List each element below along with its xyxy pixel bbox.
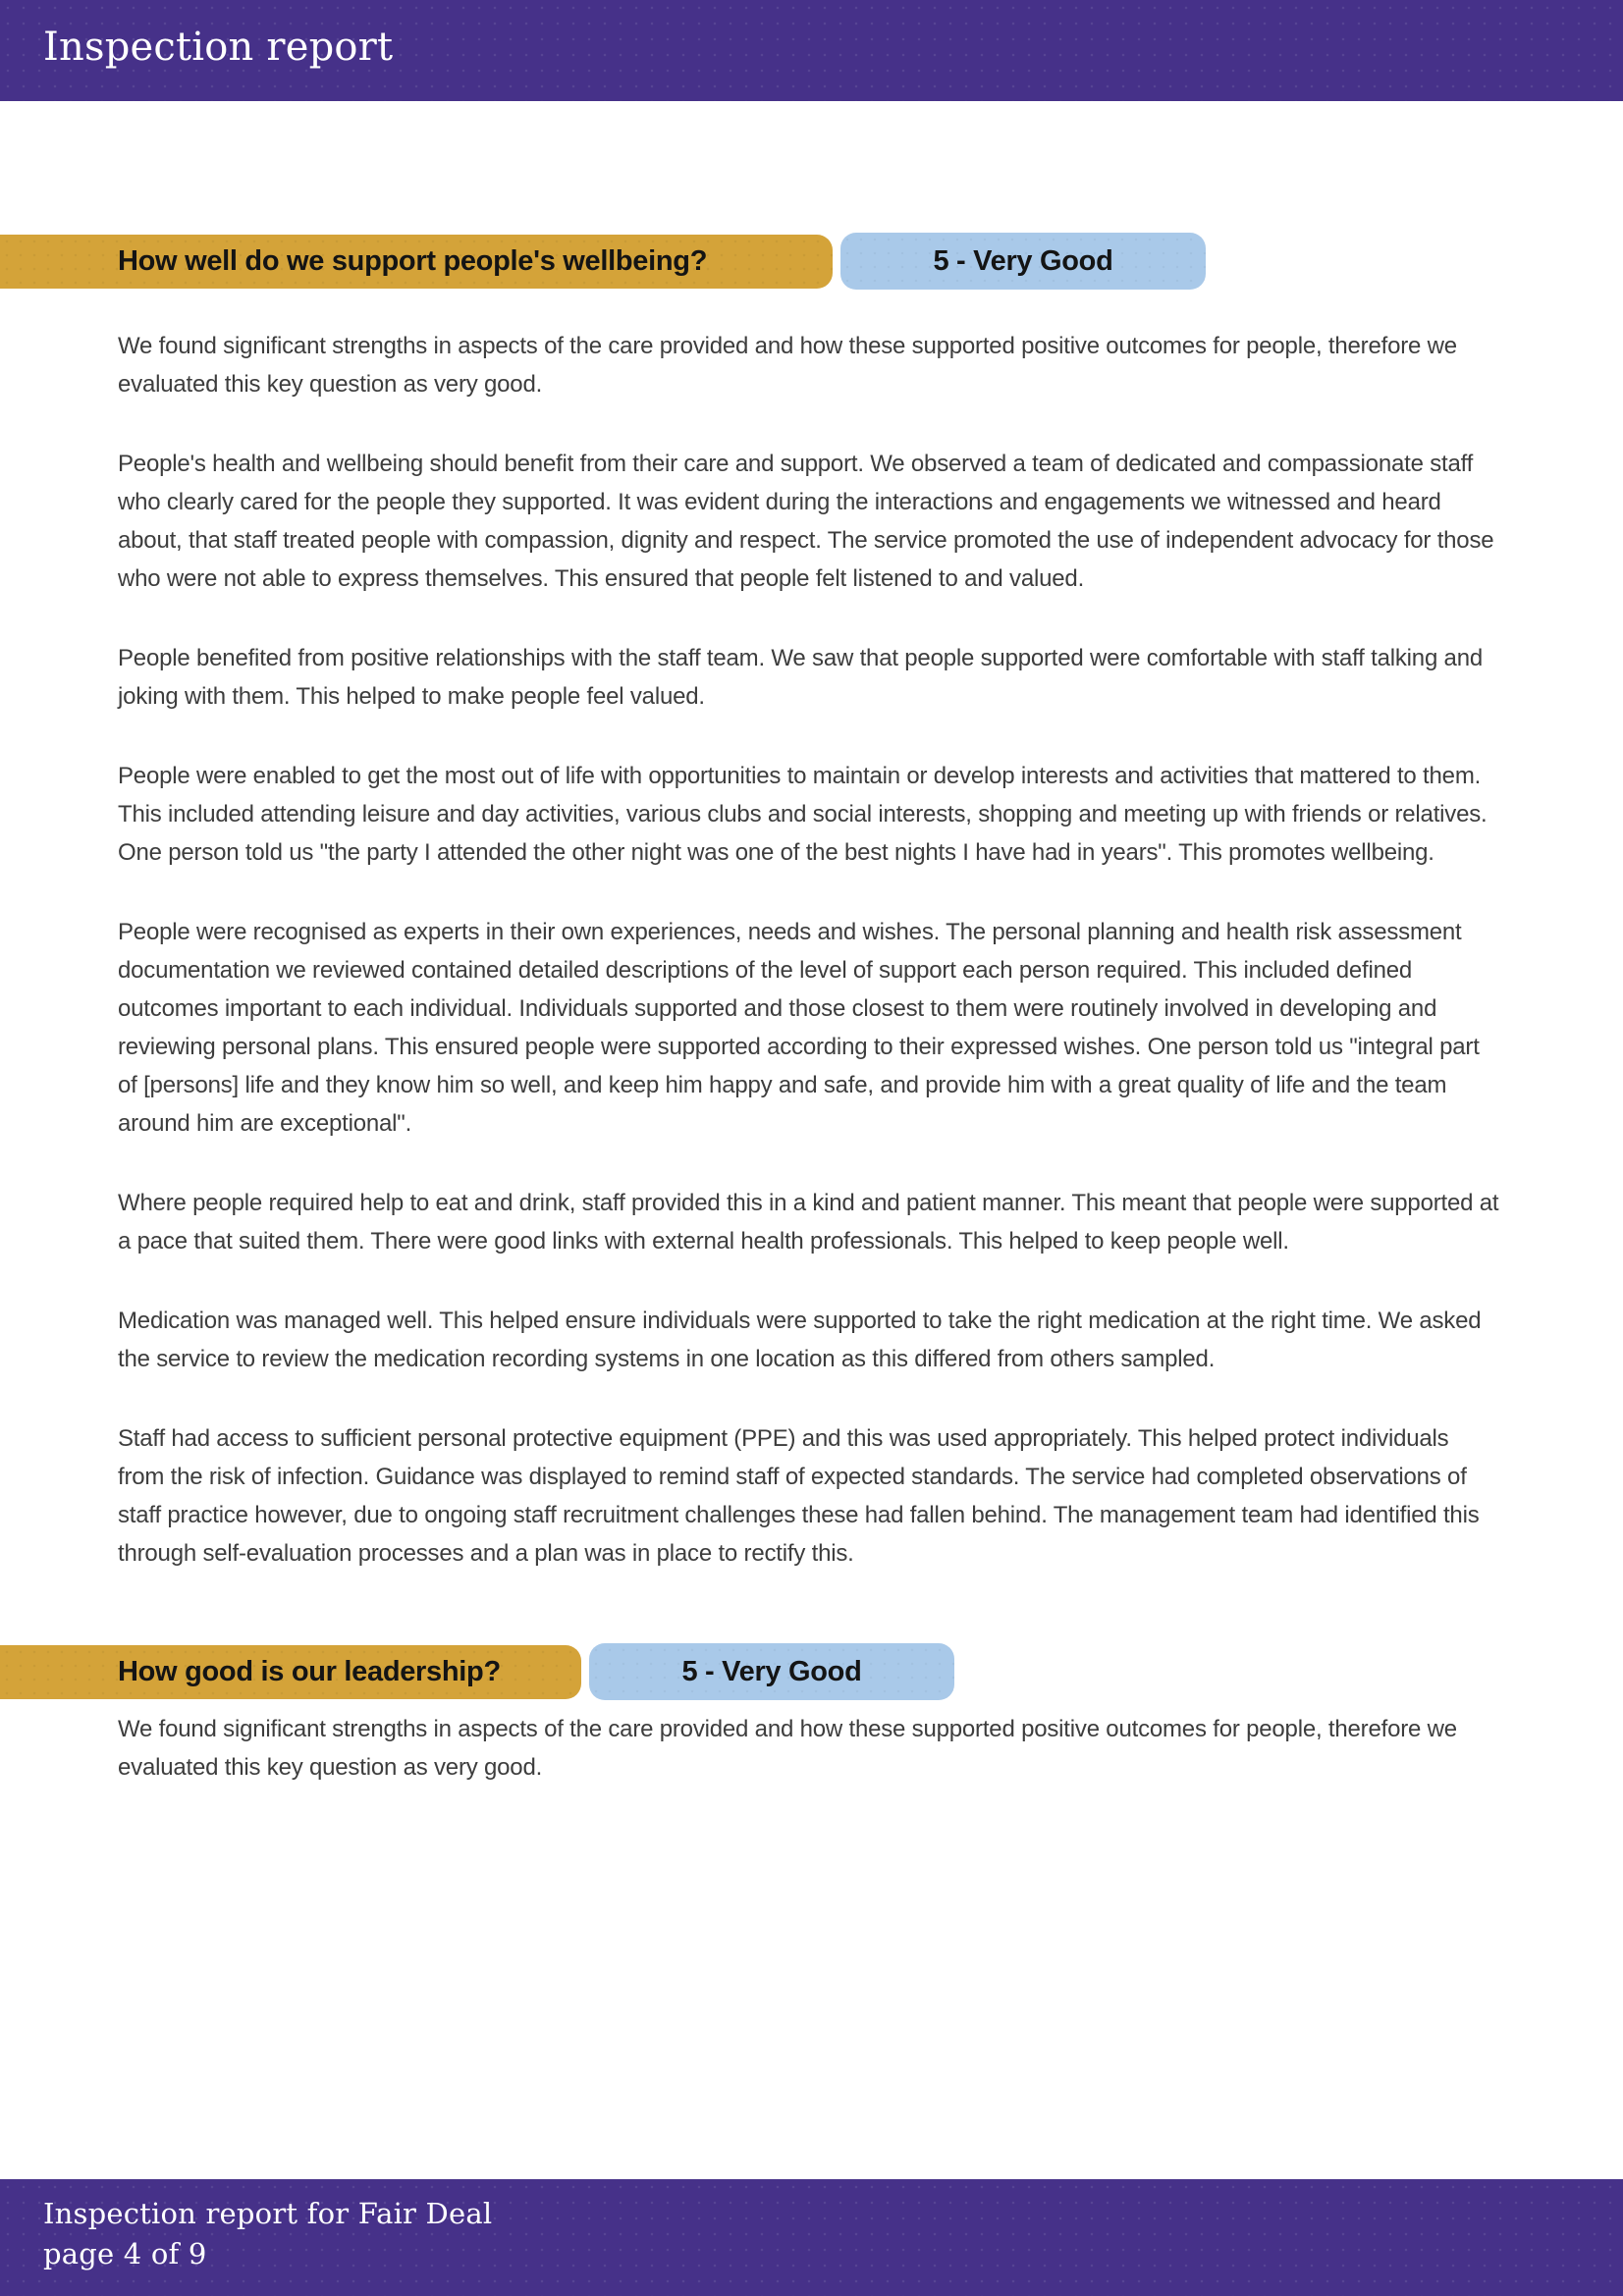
header-bar [0,0,1623,101]
footer-service-line: Inspection report for Fair Deal [43,2197,493,2230]
body-paragraph: We found significant strengths in aspects of the care provided and how these supported positive outcomes for people, therefore we evaluated this key question as very good. [118,1716,1457,1781]
grade-badge-wellbeing [840,233,1206,290]
body-paragraph: We found significant strengths in aspects of the care provided and how these supported positive outcomes for people, therefore we evaluated this key question as very good. [118,333,1457,398]
body-paragraph: People benefited from positive relationships with the staff team. We saw that people supported were comfortable with staff talking and joking with them. This helped to make people feel valued. [118,645,1483,710]
report-title: Inspection report [43,24,394,70]
grade-label: 5 - Very Good [933,244,1113,277]
body-paragraph: People were enabled to get the most out of life with opportunities to maintain or develop interests and activities that mattered to them. This included attending leisure and day activities, various clubs and social interests, shopping and meeting up with friends or relatives. One person told us "the party I attended the other night was one of the best nights I have had in years". This promotes wellbeing. [118,763,1488,866]
body-paragraph: Where people required help to eat and drink, staff provided this in a kind and patient manner. This meant that people were supported at a pace that suited them. There were good links with external health professionals. This helped to keep people well. [118,1190,1499,1255]
grade-label: 5 - Very Good [681,1655,862,1687]
question-label: How well do we support people's wellbeing? [118,244,708,277]
grade-badge-leadership [589,1643,954,1700]
body-paragraph: Medication was managed well. This helped ensure individuals were supported to take the right medication at the right time. We asked the service to review the medication recording systems in one location as this differed from others sampled. [118,1308,1482,1372]
question-banner-leadership [0,1645,581,1699]
body-paragraph: Staff had access to sufficient personal protective equipment (PPE) and this was used appropriately. This helped protect individuals from the risk of infection. Guidance was displayed to remind staff of expected standards. The service had completed observations of staff practice however, due to ongoing staff recruitment challenges these had fallen behind. The management team had identified this through self-evaluation processes and a plan was in place to rectify this. [118,1425,1480,1567]
question-label: How good is our leadership? [118,1655,501,1687]
question-row-wellbeing [0,233,1623,290]
footer-page-number: page 4 of 9 [43,2237,207,2270]
question-banner-wellbeing [0,235,833,289]
question-row-leadership [0,1643,1623,1700]
body-paragraph: People were recognised as experts in their own experiences, needs and wishes. The personal planning and health risk assessment documentation we reviewed contained detailed descriptions of the level of support each person required. This included defined outcomes important to each individual. Individuals supported and those closest to them were routinely involved in developing and reviewing personal plans. This ensured people were supported according to their expressed wishes. One person told us "integral part of [persons] life and they know him so well, and keep him happy and safe, and provide him with a great quality of life and the team around him are exceptional". [118,919,1480,1137]
body-paragraph: People's health and wellbeing should benefit from their care and support. We observed a team of dedicated and compassionate staff who clearly cared for the people they supported. It was evident during the interactions and engagements we witnessed and heard about, that staff treated people with compassion, dignity and respect. The service promoted the use of independent advocacy for those who were not able to express themselves. This ensured that people felt listened to and valued. [118,451,1494,592]
report-content [0,233,1623,1828]
footer-bar [0,2179,1623,2296]
